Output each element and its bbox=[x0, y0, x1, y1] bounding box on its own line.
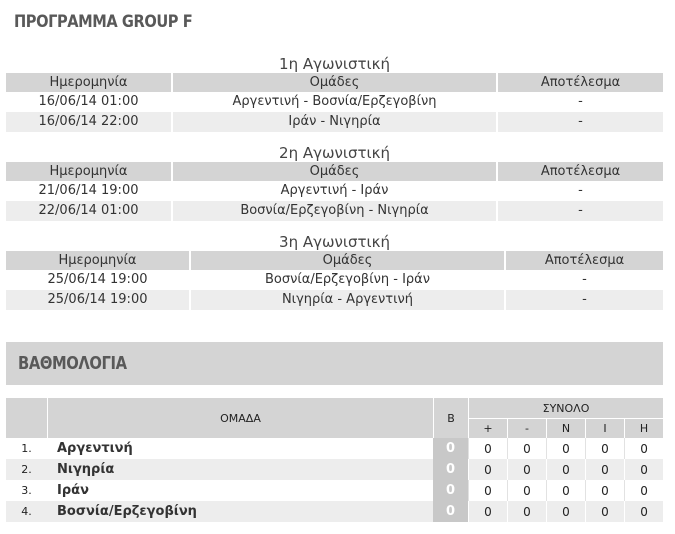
goals-for-header: + bbox=[468, 418, 507, 438]
stat-goals-for: 0 bbox=[468, 480, 507, 501]
match-teams: Νιγηρία - Αργεντινή bbox=[190, 290, 505, 310]
standings-table bbox=[6, 398, 663, 522]
standings-row bbox=[6, 501, 663, 522]
team-position: 1. bbox=[6, 438, 47, 459]
stat-goals-for: 0 bbox=[468, 459, 507, 480]
team-name: Νιγηρία bbox=[47, 459, 433, 480]
stat-goals-against: 0 bbox=[507, 501, 546, 522]
match-row bbox=[6, 270, 663, 290]
match-row bbox=[6, 92, 663, 112]
goals-against-header: - bbox=[507, 418, 546, 438]
total-header: ΣΥΝΟΛΟ bbox=[468, 398, 663, 418]
stat-wins: 0 bbox=[546, 501, 585, 522]
stat-losses: 0 bbox=[624, 501, 663, 522]
column-header-date: Ημερομηνία bbox=[6, 73, 172, 92]
match-date: 21/06/14 19:00 bbox=[6, 181, 172, 201]
match-result: - bbox=[505, 290, 663, 310]
stat-wins: 0 bbox=[546, 480, 585, 501]
match-teams: Βοσνία/Ερζεγοβίνη - Ιράν bbox=[190, 270, 505, 290]
round-title: 3η Αγωνιστική bbox=[279, 233, 390, 251]
match-teams: Βοσνία/Ερζεγοβίνη - Νιγηρία bbox=[172, 201, 497, 221]
column-header-result: Αποτέλεσμα bbox=[497, 162, 663, 181]
match-row bbox=[6, 201, 663, 221]
stat-draws: 0 bbox=[585, 480, 624, 501]
stat-losses: 0 bbox=[624, 438, 663, 459]
team-points: 0 bbox=[433, 501, 468, 522]
losses-header: Η bbox=[624, 418, 663, 438]
column-header-teams: Ομάδες bbox=[172, 162, 497, 181]
column-header-teams: Ομάδες bbox=[190, 251, 505, 270]
round-3-section bbox=[6, 233, 663, 310]
stat-losses: 0 bbox=[624, 459, 663, 480]
team-points: 0 bbox=[433, 459, 468, 480]
column-header-date: Ημερομηνία bbox=[6, 251, 190, 270]
match-date: 16/06/14 01:00 bbox=[6, 92, 172, 112]
match-teams: Ιράν - Νιγηρία bbox=[172, 112, 497, 132]
team-name: Αργεντινή bbox=[47, 438, 433, 459]
team-name: Ιράν bbox=[47, 480, 433, 501]
stat-goals-for: 0 bbox=[468, 501, 507, 522]
stat-draws: 0 bbox=[585, 501, 624, 522]
match-row bbox=[6, 112, 663, 132]
standings-row bbox=[6, 438, 663, 459]
stat-draws: 0 bbox=[585, 459, 624, 480]
points-header: Β bbox=[433, 398, 468, 438]
match-teams: Αργεντινή - Βοσνία/Ερζεγοβίνη bbox=[172, 92, 497, 112]
stat-goals-against: 0 bbox=[507, 480, 546, 501]
team-name: Βοσνία/Ερζεγοβίνη bbox=[47, 501, 433, 522]
column-header-teams: Ομάδες bbox=[172, 73, 497, 92]
stat-goals-against: 0 bbox=[507, 438, 546, 459]
stat-losses: 0 bbox=[624, 480, 663, 501]
draws-header: Ι bbox=[585, 418, 624, 438]
match-result: - bbox=[497, 92, 663, 112]
match-date: 25/06/14 19:00 bbox=[6, 270, 190, 290]
standings-row bbox=[6, 459, 663, 480]
match-row bbox=[6, 290, 663, 310]
match-row bbox=[6, 181, 663, 201]
column-header-result: Αποτέλεσμα bbox=[505, 251, 663, 270]
stat-goals-for: 0 bbox=[468, 438, 507, 459]
round-3-table bbox=[6, 251, 663, 310]
standings-row bbox=[6, 480, 663, 501]
match-date: 16/06/14 22:00 bbox=[6, 112, 172, 132]
round-title: 1η Αγωνιστική bbox=[279, 55, 390, 73]
team-position: 4. bbox=[6, 501, 47, 522]
team-points: 0 bbox=[433, 480, 468, 501]
stat-wins: 0 bbox=[546, 438, 585, 459]
column-header-date: Ημερομηνία bbox=[6, 162, 172, 181]
wins-header: Ν bbox=[546, 418, 585, 438]
position-header bbox=[6, 398, 47, 438]
match-date: 25/06/14 19:00 bbox=[6, 290, 190, 310]
team-header: ΟΜΑΔΑ bbox=[47, 398, 433, 438]
round-1-table bbox=[6, 73, 663, 132]
stat-goals-against: 0 bbox=[507, 459, 546, 480]
match-result: - bbox=[505, 270, 663, 290]
page-title: ΠΡΟΓΡΑΜΜΑ GROUP F bbox=[14, 12, 193, 32]
stat-wins: 0 bbox=[546, 459, 585, 480]
round-2-table bbox=[6, 162, 663, 221]
match-result: - bbox=[497, 201, 663, 221]
round-title: 2η Αγωνιστική bbox=[279, 144, 390, 162]
match-date: 22/06/14 01:00 bbox=[6, 201, 172, 221]
column-header-result: Αποτέλεσμα bbox=[497, 73, 663, 92]
team-position: 2. bbox=[6, 459, 47, 480]
standings-title: ΒΑΘΜΟΛΟΓΙΑ bbox=[18, 353, 127, 374]
standings-header-bar bbox=[6, 342, 663, 385]
team-points: 0 bbox=[433, 438, 468, 459]
stat-draws: 0 bbox=[585, 438, 624, 459]
round-2-section bbox=[6, 144, 663, 221]
match-result: - bbox=[497, 112, 663, 132]
match-teams: Αργεντινή - Ιράν bbox=[172, 181, 497, 201]
team-position: 3. bbox=[6, 480, 47, 501]
match-result: - bbox=[497, 181, 663, 201]
round-1-section bbox=[6, 55, 663, 132]
